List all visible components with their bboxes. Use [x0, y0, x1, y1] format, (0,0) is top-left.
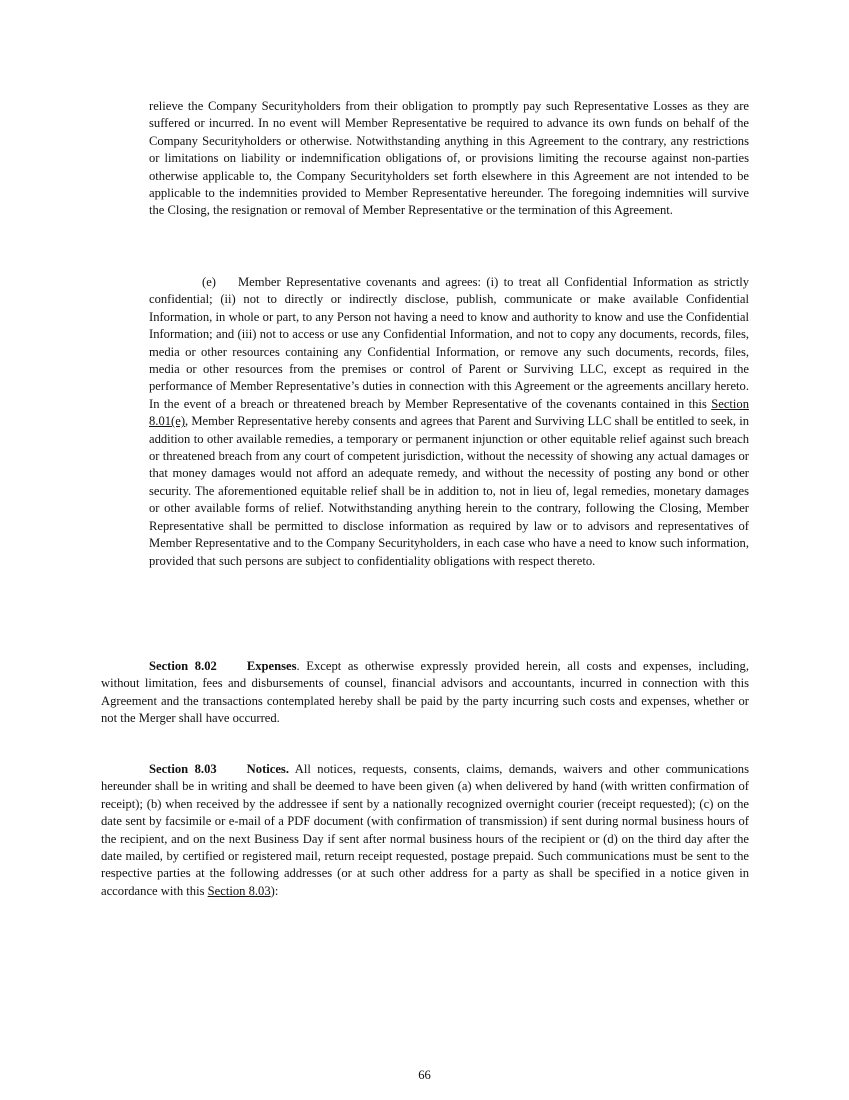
- section-8-03-paragraph: [101, 761, 749, 900]
- section-8-02-heading: Expenses: [246, 659, 297, 673]
- section-8-03-text-end: ):: [270, 883, 279, 898]
- paragraph-d-continuation: relieve the Company Securityholders from their obligation to promptly pay such Representative Losses as they are suffered or incurred. In no event will Member Representative be required to advance its own funds on behalf of the Company Securityholders or otherwise. Notwithstanding anything in this Agreement to the contrary, any restrictions or limitations on liability or indemnification obligations of, or provisions limiting the recourse against non-parties otherwise applicable to, the Company Securityholders set forth elsewhere in this Agreement are not intended to be applicable to the indemnities provided to Member Representative hereunder. The foregoing indemnities will survive the Closing, the resignation or removal of Member Representative or the termination of this Agreement.: [149, 99, 749, 218]
- section-8-02-paragraph: [101, 658, 749, 728]
- section-8-02-text: Except as otherwise expressly provided herein, all costs and expenses, including, without limitation, fees and disbursements of counsel, financial advisors and accountants, incurred in connection with this Agreement and the transactions contemplated hereby shall be paid by the party incurring such costs and expenses, whether or not the Merger shall have occurred.: [101, 659, 749, 726]
- paragraph-e: [149, 274, 749, 570]
- section-8-03-text: All notices, requests, consents, claims, demands, waivers and other communications hereunder shall be in writing and shall be deemed to have been given (a) when delivered by hand (with written confirmation of receipt); (b) when received by the addressee if sent by a nationally recognized overnight courier (receipt requested); (c) on the date sent by facsimile or e-mail of a PDF document (with confirmation of transmission) if sent during normal business hours of the recipient, and on the next Business Day if sent after normal business hours of the recipient or (d) on the third day after the date mailed, by certified or registered mail, return receipt requested, postage prepaid. Such communications must be sent to the respective parties at the following addresses (or at such other address for a party as shall be specified in a notice given in accordance with this: [101, 762, 749, 898]
- section-8-02-number: Section 8.02: [149, 659, 217, 673]
- paragraph-e-label: (e): [202, 275, 216, 289]
- paragraph-e-text: Member Representative covenants and agrees: (i) to treat all Confidential Information as strictly confidential; (ii) not to directly or indirectly disclose, publish, communicate or make available Confidential Information, in whole or part, to any Person not having a need to know and authority to know and use the Confidential Information; and (iii) not to access or use any Confidential Information, and not to copy any documents, records, files, media or other resources containing any Confidential Information, or remove any such documents, records, files, media or other resources from the premises or control of Parent or Surviving LLC, except as required in the performance of Member Representative’s duties in connection with this Agreement or the agreements ancillary hereto. In the event of a breach or threatened breach by Member Representative of the covenants contained in this: [149, 275, 749, 411]
- section-8-02-heading-punct: .: [296, 659, 300, 673]
- section-8-03-heading: Notices.: [246, 762, 289, 776]
- section-8-03-number: Section 8.03: [149, 762, 217, 776]
- page-number: 66: [418, 1068, 431, 1082]
- section-8-01e-reference: Section 8.01(e): [149, 396, 749, 429]
- paragraph-e-text-continued: , Member Representative hereby consents and agrees that Parent and Surviving LLC shall be entitled to seek, in addition to other available remedies, a temporary or permanent injunction or other equitable relief against such breach or threatened breach from any court of competent jurisdiction, without the necessity of showing any actual damages or that money damages would not afford an adequate remedy, and without the necessity of posting any bond or other security. The aforementioned equitable relief shall be in addition to, not in lieu of, legal remedies, monetary damages or other available forms of relief. Notwithstanding anything herein to the contrary, following the Closing, Member Representative shall be permitted to disclose information as required by law or to advisors and representatives of Member Representative and to the Company Securityholders, in each case who have a need to know such information, provided that such persons are subject to confidentiality obligations with respect thereto.: [149, 414, 749, 568]
- section-8-03-reference: Section 8.03: [207, 883, 271, 898]
